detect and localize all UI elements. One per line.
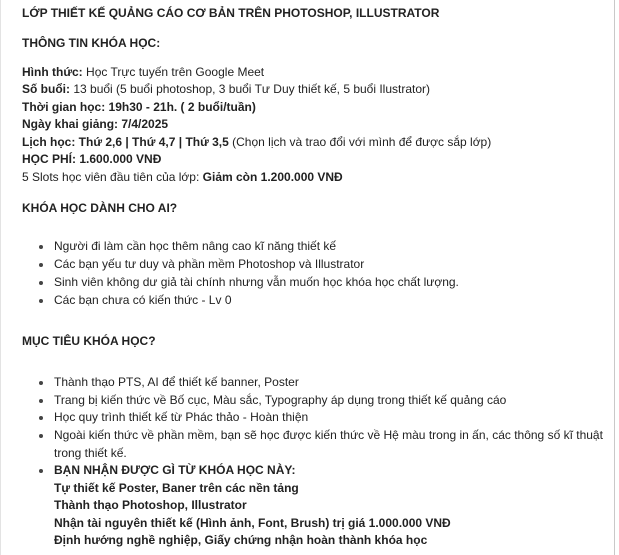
slots-discount: Giảm còn 1.200.000 VNĐ (202, 170, 343, 184)
benefits-heading: BẠN NHẬN ĐƯỢC GÌ TỪ KHÓA HỌC NÀY: (54, 463, 296, 477)
bullet-icon (39, 381, 43, 385)
schedule-line (22, 134, 491, 151)
bullet-icon (39, 245, 43, 249)
list-item (54, 462, 609, 550)
fee-line: HỌC PHÍ: 1.600.000 VNĐ (22, 152, 162, 166)
list-item: Các bạn chưa có kiến thức - Lv 0 (54, 292, 609, 310)
goals-heading: MỤC TIÊU KHÓA HỌC? (22, 334, 156, 348)
format-value: Học Trực tuyến trên Google Meet (82, 65, 265, 79)
page-title: LỚP THIẾT KẾ QUẢNG CÁO CƠ BẢN TRÊN PHOTOSHOP, ILLUSTRATOR (22, 6, 440, 20)
bullet-icon (39, 469, 43, 473)
schedule-days: Lịch học: Thứ 2,6 | Thứ 4,7 | Thứ 3,5 (22, 135, 229, 149)
opening-date-line: Ngày khai giảng: 7/4/2025 (22, 117, 169, 131)
audience-heading: KHÓA HỌC DÀNH CHO AI? (22, 201, 178, 215)
bullet-icon (39, 263, 43, 267)
benefit-item: Nhận tài nguyên thiết kế (Hình ảnh, Font, Brush) trị giá 1.000.000 VNĐ (54, 515, 451, 530)
sessions-value: 13 buổi (5 buổi photoshop, 3 buổi Tư Duy thiết kế, 5 buổi Ilustrator) (70, 82, 431, 96)
bullet-icon (39, 434, 43, 438)
bullet-icon (39, 299, 43, 303)
info-heading: THÔNG TIN KHÓA HỌC: (22, 36, 161, 50)
bullet-icon (39, 399, 43, 403)
bullet-icon (39, 416, 43, 420)
list-item: Sinh viên không dư giả tài chính nhưng vẫn muốn học khóa học chất lượng. (54, 274, 609, 292)
list-item: Người đi làm cần học thêm nâng cao kĩ năng thiết kế (54, 238, 609, 256)
sessions-label: Số buổi: (22, 82, 70, 96)
benefit-item: Tự thiết kế Poster, Baner trên các nền tảng (54, 480, 299, 495)
list-item: Trang bị kiến thức về Bố cục, Màu sắc, Typography áp dụng trong thiết kế quảng cáo (54, 392, 609, 410)
time-line: Thời gian học: 19h30 - 21h. ( 2 buổi/tuần) (22, 100, 256, 114)
format-line (22, 64, 264, 81)
schedule-note: (Chọn lịch và trao đổi với mình để được sắp lớp) (228, 135, 492, 149)
list-item: Thành thạo PTS, AI để thiết kế banner, Poster (54, 374, 609, 392)
format-label: Hình thức: (22, 65, 83, 79)
benefit-item: Định hướng nghề nghiệp, Giấy chứng nhận hoàn thành khóa học (54, 533, 428, 547)
bullet-icon (39, 281, 43, 285)
benefit-item: Thành thạo Photoshop, Illustrator (54, 498, 247, 512)
list-item: Học quy trình thiết kế từ Phác thảo - Hoàn thiện (54, 409, 609, 427)
sessions-line (22, 81, 430, 98)
list-item: Ngoài kiến thức về phần mềm, bạn sẽ học được kiến thức về Hệ màu trong in ấn, các thông số kĩ thuật trong thiết kế. (54, 427, 609, 462)
list-item: Các bạn yếu tư duy và phần mềm Photoshop và Illustrator (54, 256, 609, 274)
slots-line (22, 169, 343, 186)
slots-text: 5 Slots học viên đầu tiên của lớp: (22, 170, 203, 184)
